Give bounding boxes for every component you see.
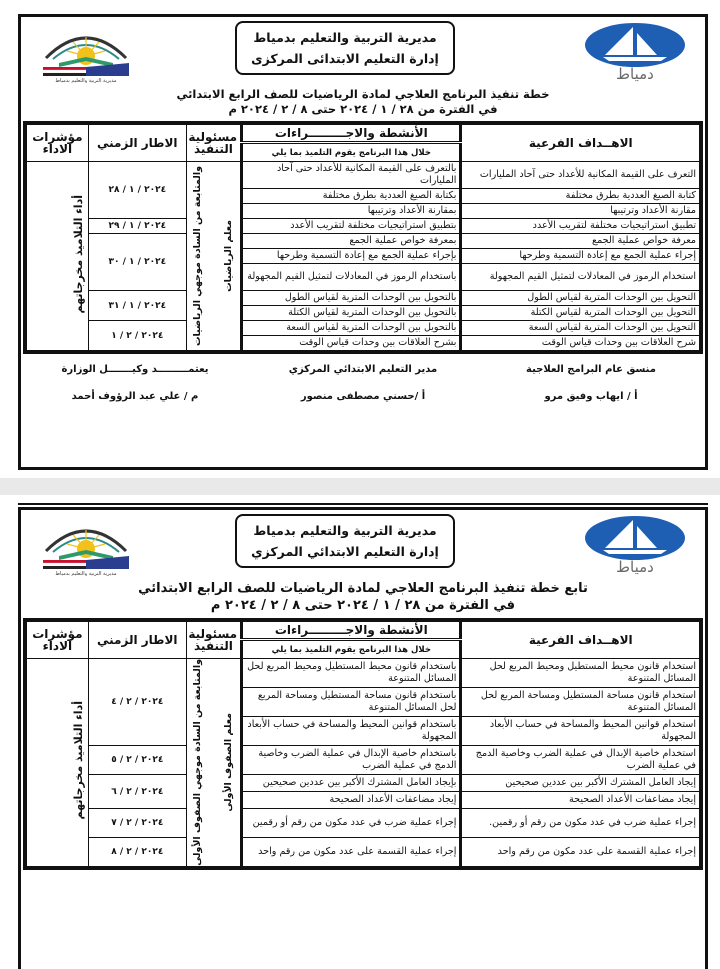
activity-cell: باستخدام قانون مساحة المستطيل ومساحة المربع لحل المسائل المتنوعة	[242, 688, 461, 717]
activity-cell: بالتحويل بين الوحدات المترية لقياس الطول	[242, 291, 461, 306]
activity-cell: إيجاد مضاعفات الأعداد الصحيحة	[242, 792, 461, 809]
plan-period: في الفترة من ٢٨ / ١ / ٢٠٢٤ حتى ٨ / ٢ / ٢٠٢٤ م	[228, 102, 498, 116]
activity-cell: بمقارنة الأعداد وترتيبها	[242, 204, 461, 219]
plan-table-1	[23, 121, 703, 354]
svg-text:دمياط: دمياط	[616, 65, 654, 83]
col-header-objectives: الاهــداف الفرعية	[461, 622, 700, 659]
administration-name: إدارة التعليم الابتدائى المركزى	[251, 51, 439, 66]
activity-cell: بالتعرف على القيمة المكانية للأعداد حتى آحاد المليارات	[242, 162, 461, 189]
activity-cell: بالتحويل بين الوحدات المترية لقياس السعة	[242, 321, 461, 336]
objective-cell: التحويل بين الوحدات المترية لقياس الكتلة	[461, 306, 700, 321]
responsibility-teacher: معلم الصفوف الأولى	[223, 713, 235, 812]
date-cell: ٢٠٢٤ / ٢ / ٨	[88, 838, 186, 867]
col-header-objectives: الاهــداف الفرعية	[461, 125, 700, 162]
deputy-name: م / علي عبد الرؤوف أحمد	[71, 391, 199, 402]
activity-cell: بالتحويل بين الوحدات المترية لقياس الكتلة	[242, 306, 461, 321]
col-subheader-activities: خلال هذا البرنامج يقوم التلميذ بما يلي	[242, 143, 461, 162]
page-frame	[18, 14, 708, 470]
col-header-indicators: مؤشرات الاداء	[27, 622, 89, 659]
plan-title: خطة تنفيذ البرنامج العلاجي لمادة الرياضيات للصف الرابع الابتدائي	[176, 87, 550, 101]
activity-cell: بإيجاد العامل المشترك الأكبر بين عددين صحيحين	[242, 775, 461, 792]
plan-table-2	[23, 618, 703, 870]
table-row	[27, 219, 700, 234]
page-header	[21, 510, 705, 580]
svg-text:مديرية التربية والتعليم بدمياط: مديرية التربية والتعليم بدمياط	[55, 571, 117, 576]
table-row	[27, 838, 700, 867]
col-subheader-activities: خلال هذا البرنامج يقوم التلميذ بما يلي	[242, 640, 461, 659]
responsibility-cell	[186, 162, 241, 351]
svg-text:مديرية التربية والتعليم بدمياط: مديرية التربية والتعليم بدمياط	[55, 78, 117, 83]
activity-cell: باستخدام الرموز في المعادلات لتمثيل القيم المجهولة	[242, 264, 461, 291]
header-title-box	[235, 514, 455, 568]
plan-title: تابع خطة تنفيذ البرنامج العلاجي لمادة الرياضيات للصف الرابع الابتدائي	[138, 581, 588, 596]
date-cell: ٢٠٢٤ / ١ / ٢٩	[88, 219, 186, 234]
table-row	[27, 809, 700, 838]
table-row	[27, 746, 700, 775]
activity-cell: باستخدام خاصية الإبدال في عملية الضرب وخاصية الدمج في عملية الضرب	[242, 746, 461, 775]
table-row	[27, 291, 700, 306]
activity-cell: إجراء عملية ضرب في عدد مكون من رقم أو رقمين	[242, 809, 461, 838]
date-cell: ٢٠٢٤ / ١ / ٢٨	[88, 162, 186, 219]
activity-cell: بشرح العلاقات بين وحدات قياس الوقت	[242, 336, 461, 351]
activity-cell: إجراء عملية القسمة على عدد مكون من رقم واحد	[242, 838, 461, 867]
director-name: أ /حسني مصطفى منصور	[300, 391, 426, 402]
objective-cell: التحويل بين الوحدات المترية لقياس السعة	[461, 321, 700, 336]
table-row	[27, 321, 700, 336]
table-row	[27, 659, 700, 688]
date-cell: ٢٠٢٤ / ١ / ٣١	[88, 291, 186, 321]
directorate-name: مديرية التربية والتعليم بدمياط	[253, 30, 437, 45]
directorate-logo-icon	[31, 23, 141, 83]
activity-cell: بتطبيق استراتيجيات مختلفة لتقريب الأعدد	[242, 219, 461, 234]
directorate-logo-icon	[31, 516, 141, 576]
activity-cell: بكتابة الصيغ العددية بطرق مختلفة	[242, 189, 461, 204]
objective-cell: إيجاد مضاعفات الأعداد الصحيحة	[461, 792, 700, 809]
objective-cell: التعرف على القيمة المكانية للأعداد حتى آحاد المليارات	[461, 162, 700, 189]
objective-cell: إيجاد العامل المشترك الأكبر بين عددين صحيحين	[461, 775, 700, 792]
objective-cell: استخدام قانون مساحة المستطيل ومساحة المربع لحل المسائل المتنوعة	[461, 688, 700, 717]
col-header-activities: الأنشطة والاجـــــــــراءات	[242, 125, 461, 143]
objective-cell: استخدام قوانين المحيط والمساحة في حساب الأبعاد المجهولة	[461, 717, 700, 746]
table-row	[27, 162, 700, 189]
activity-cell: باستخدام قوانين المحيط والمساحة في حساب الأبعاد المجهولة	[242, 717, 461, 746]
activity-cell: بإجراء عملية الجمع مع إعادة التسمية وطرحها	[242, 249, 461, 264]
deputy-title: يعتمـــــــــد وكيـــــــل الوزارة	[61, 364, 209, 375]
objective-cell: استخدام خاصية الإبدال في عملية الضرب وخاصية الدمج في عملية الضرب	[461, 746, 700, 775]
responsibility-teacher: معلم الرياضيات	[223, 220, 235, 292]
col-header-activities: الأنشطة والاجـــــــــراءات	[242, 622, 461, 640]
indicator-text: أداء التلاميذ مخرجاتهم	[71, 701, 85, 820]
col-header-indicators: مؤشرات الاداء	[27, 125, 89, 162]
activity-cell: بمعرفة خواص عملية الجمع	[242, 234, 461, 249]
indicator-text: أداء التلاميذ مخرجاتهم	[71, 194, 85, 314]
objective-cell: إجراء عملية ضرب في عدد مكون من رقم أو رقمين.	[461, 809, 700, 838]
objective-cell: استخدام قانون محيط المستطيل ومحيط المربع لحل المسائل المتنوعة	[461, 659, 700, 688]
objective-cell: معرفة خواص عملية الجمع	[461, 234, 700, 249]
signature-block	[21, 364, 705, 402]
coordinator-title: منسق عام البرامج العلاجية	[526, 364, 656, 375]
director-title: مدير التعليم الابتدائي المركزي	[288, 364, 438, 375]
date-cell: ٢٠٢٤ / ٢ / ٦	[88, 775, 186, 809]
col-header-responsibility: مسئولية التنفيذ	[186, 622, 241, 659]
damietta-logo-icon	[575, 514, 695, 576]
responsibility-supervisor: والمتابعة من السادة موجهي الصفوف الأولى	[191, 659, 203, 866]
activity-cell: باستخدام قانون محيط المستطيل ومحيط المربع لحل المسائل المتنوعة	[242, 659, 461, 688]
objective-cell: إجراء عملية القسمة على عدد مكون من رقم واحد	[461, 838, 700, 867]
date-cell: ٢٠٢٤ / ٢ / ٧	[88, 809, 186, 838]
col-header-timeframe: الاطار الزمني	[88, 125, 186, 162]
document-page-1	[0, 0, 720, 478]
responsibility-supervisor: والمتابعة من السادة موجهي الرياضيات	[191, 165, 203, 347]
indicator-cell	[27, 162, 89, 351]
col-header-responsibility: مسئولية التنفيذ	[186, 125, 241, 162]
date-cell: ٢٠٢٤ / ٢ / ٥	[88, 746, 186, 775]
objective-cell: إجراء عملية الجمع مع إعادة التسمية وطرحها	[461, 249, 700, 264]
objective-cell: شرح العلاقات بين وحدات قياس الوقت	[461, 336, 700, 351]
objective-cell: التحويل بين الوحدات المترية لقياس الطول	[461, 291, 700, 306]
responsibility-cell	[186, 659, 241, 867]
table-row	[27, 775, 700, 792]
page-header	[21, 17, 705, 87]
document-page-2	[0, 495, 720, 969]
table-row	[27, 234, 700, 249]
date-cell: ٢٠٢٤ / ٢ / ٤	[88, 659, 186, 746]
indicator-cell	[27, 659, 89, 867]
objective-cell: كتابة الصيغ العددية بطرق مختلفة	[461, 189, 700, 204]
damietta-logo-icon	[575, 21, 695, 83]
plan-period: في الفترة من ٢٨ / ١ / ٢٠٢٤ حتى ٨ / ٢ / ٢٠٢٤ م	[210, 598, 516, 613]
coordinator-name: أ / ايهاب وفيق مرو	[544, 391, 638, 402]
svg-text:دمياط: دمياط	[616, 558, 654, 576]
date-cell: ٢٠٢٤ / ١ / ٣٠	[88, 234, 186, 291]
administration-name: إدارة التعليم الابتدائي المركزي	[251, 544, 439, 559]
header-title-box	[235, 21, 455, 75]
objective-cell: تطبيق استراتيجيات مختلفة لتقريب الأعدد	[461, 219, 700, 234]
col-header-timeframe: الاطار الزمني	[88, 622, 186, 659]
page-frame	[18, 507, 708, 969]
directorate-name: مديرية التربية والتعليم بدمياط	[253, 523, 437, 538]
objective-cell: مقارنة الأعداد وترتيبها	[461, 204, 700, 219]
date-cell: ٢٠٢٤ / ٢ / ١	[88, 321, 186, 351]
objective-cell: استخدام الرموز في المعادلات لتمثيل القيم المجهولة	[461, 264, 700, 291]
